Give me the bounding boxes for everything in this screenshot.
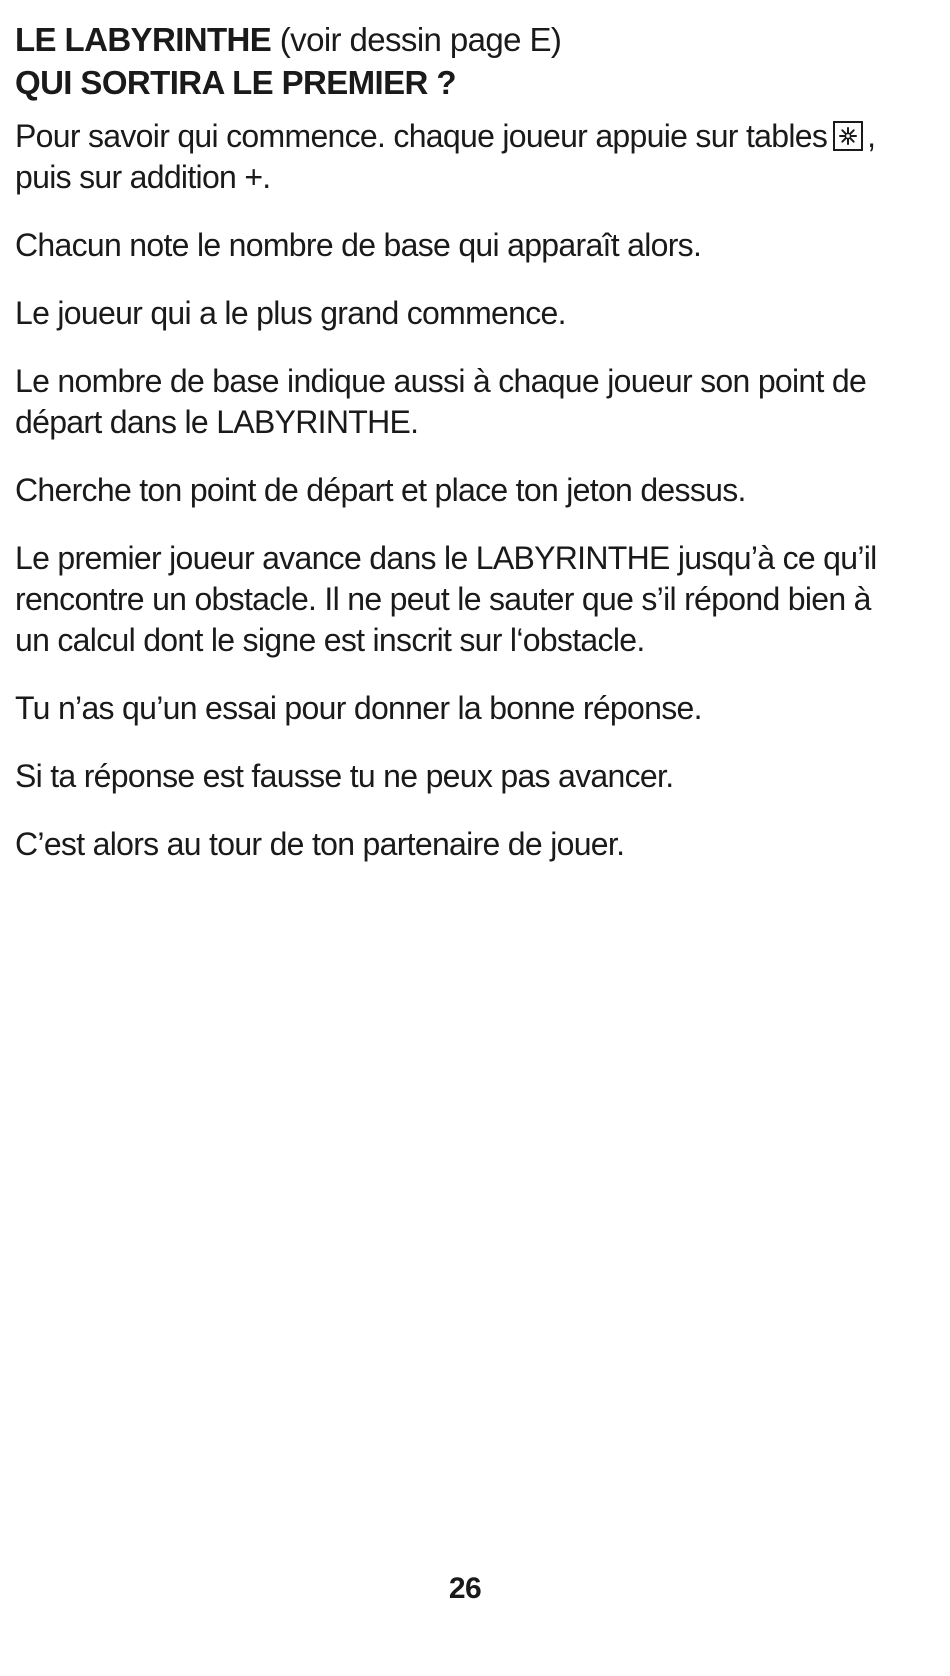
paragraph-text: un calcul dont le signe est inscrit sur l‘obstacle. (15, 622, 645, 658)
page-number: 26 (448, 1572, 482, 1605)
title-reference: (voir dessin page E) (279, 21, 562, 58)
section-subtitle: QUI SORTIRA LE PREMIER ? (15, 64, 456, 101)
section-title (15, 18, 895, 61)
paragraph-text: Le premier joueur avance dans le LABYRINTHE jusqu’à ce qu’il (15, 540, 877, 576)
title-main: LE LABYRINTHE (15, 21, 272, 58)
paragraph-text: puis sur addition +. (15, 159, 271, 195)
asterisk-key-icon (833, 121, 863, 151)
document-body (15, 18, 895, 865)
paragraph-text: rencontre un obstacle. Il ne peut le sauter que s’il répond bien à (15, 581, 871, 617)
paragraph-text: Pour savoir qui commence. chaque joueur appuie sur tables (15, 118, 828, 154)
paragraph-partner-turn: C’est alors au tour de ton partenaire de jouer. (15, 826, 625, 862)
paragraph-obstacle-rule (15, 538, 895, 661)
paragraph-note-base-number: Chacun note le nombre de base qui apparaît alors. (15, 227, 702, 263)
paragraph-highest-starts: Le joueur qui a le plus grand commence. (15, 295, 566, 331)
paragraph-who-starts (15, 116, 895, 198)
paragraph-one-try: Tu n’as qu’un essai pour donner la bonne réponse. (15, 690, 702, 726)
paragraph-wrong-answer: Si ta réponse est fausse tu ne peux pas avancer. (15, 758, 674, 794)
paragraph-starting-point (15, 361, 895, 443)
paragraph-text: Le nombre de base indique aussi à chaque joueur son point de (15, 363, 867, 399)
paragraph-text: départ dans le LABYRINTHE. (15, 404, 419, 440)
paragraph-place-token: Cherche ton point de départ et place ton jeton dessus. (15, 472, 746, 508)
paragraph-text: , (867, 118, 876, 154)
